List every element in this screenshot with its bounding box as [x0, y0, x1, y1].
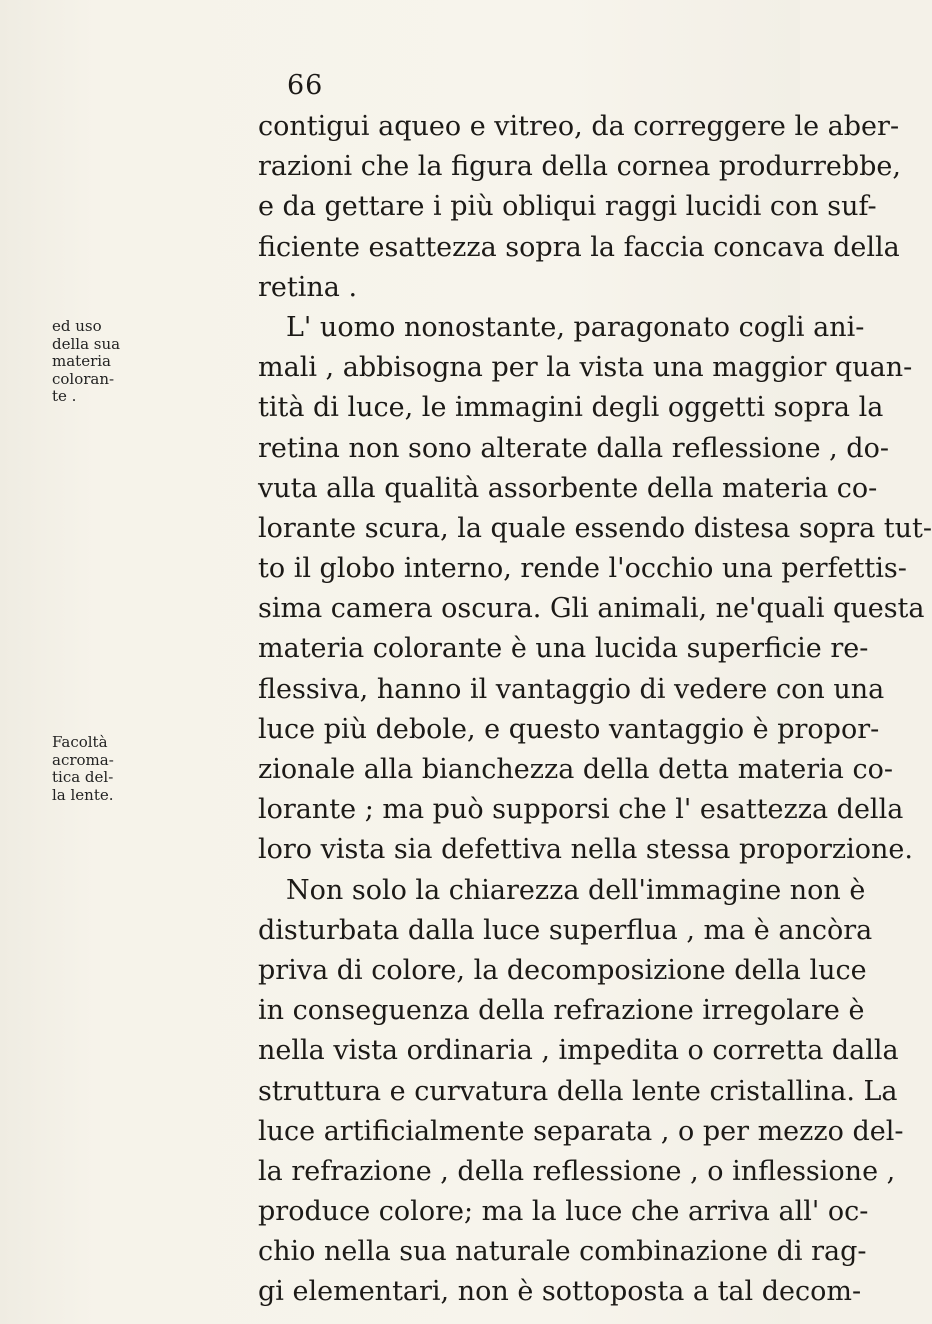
- margin-note-line: della sua: [52, 334, 121, 353]
- text-line: retina .: [258, 271, 358, 303]
- text-line: tità di luce, le immagini degli oggetti sopra la: [258, 392, 884, 424]
- text-line: mali , abbisogna per la vista una maggior quan-: [258, 352, 913, 384]
- margin-note-line: acroma-: [52, 750, 114, 769]
- text-line: materia colorante è una lucida superficie re-: [258, 633, 869, 665]
- margin-note-uso-materia-colorante: [52, 318, 142, 406]
- text-line: priva di colore, la decomposizione della luce: [258, 954, 867, 986]
- text-line: gi elementari, non è sottoposta a tal decom-: [258, 1276, 862, 1308]
- margin-note-line: ed uso: [52, 317, 102, 335]
- text-line: loro vista sia defettiva nella stessa proporzione.: [258, 834, 913, 866]
- text-line: e da gettare i più obliqui raggi lucidi con suf-: [258, 191, 877, 223]
- text-line: produce colore; ma la luce che arriva all' oc-: [258, 1196, 869, 1228]
- text-line: to il globo interno, rende l'occhio una perfettis-: [258, 553, 907, 585]
- margin-note-line: Facoltà: [52, 733, 108, 751]
- text-line: flessiva, hanno il vantaggio di vedere con una: [258, 673, 885, 705]
- margin-note-facolta-acromatica: [52, 734, 142, 804]
- text-line: vuta alla qualità assorbente della materia co-: [258, 472, 878, 504]
- text-line: ficiente esattezza sopra la faccia concava della: [258, 231, 900, 263]
- text-line: struttura e curvatura della lente cristallina. La: [258, 1075, 898, 1107]
- margin-note-line: tica del-: [52, 768, 114, 786]
- text-line: zionale alla bianchezza della detta materia co-: [258, 754, 893, 785]
- text-line: luce artificialmente separata , o per mezzo del-: [258, 1115, 904, 1147]
- text-line: chio nella sua naturale combinazione di rag-: [258, 1236, 867, 1268]
- margin-note-line: te .: [52, 387, 77, 405]
- margin-note-line: coloran-: [52, 369, 115, 388]
- text-line: retina non sono alterate dalla reflessione , do-: [258, 432, 889, 464]
- text-line: luce più debole, e questo vantaggio è propor-: [258, 713, 880, 745]
- text-line: contigui aqueo e vitreo, da correggere le aber-: [258, 111, 900, 142]
- margin-note-line: materia: [52, 352, 111, 370]
- text-line: razioni che la figura della cornea produrrebbe,: [258, 151, 901, 183]
- text-line: Non solo la chiarezza dell'immagine non è: [286, 874, 866, 906]
- text-line: in conseguenza della refrazione irregolare è: [258, 995, 865, 1027]
- body-text: [258, 107, 932, 1313]
- margin-note-line: la lente.: [52, 785, 114, 804]
- text-line: nella vista ordinaria , impedita o corretta dalla: [258, 1035, 899, 1067]
- text-line: lorante ; ma può supporsi che l' esattezza della: [258, 794, 904, 826]
- page-number: 66: [287, 70, 324, 101]
- text-line: la refrazione , della reflessione , o inflessione ,: [258, 1155, 896, 1187]
- text-line: sima camera oscura. Gli animali, ne'quali questa: [258, 593, 925, 625]
- text-line: L' uomo nonostante, paragonato cogli ani-: [286, 311, 865, 343]
- text-line: lorante scura, la quale essendo distesa sopra tut-: [258, 512, 932, 544]
- text-line: disturbata dalla luce superflua , ma è ancòra: [258, 914, 873, 946]
